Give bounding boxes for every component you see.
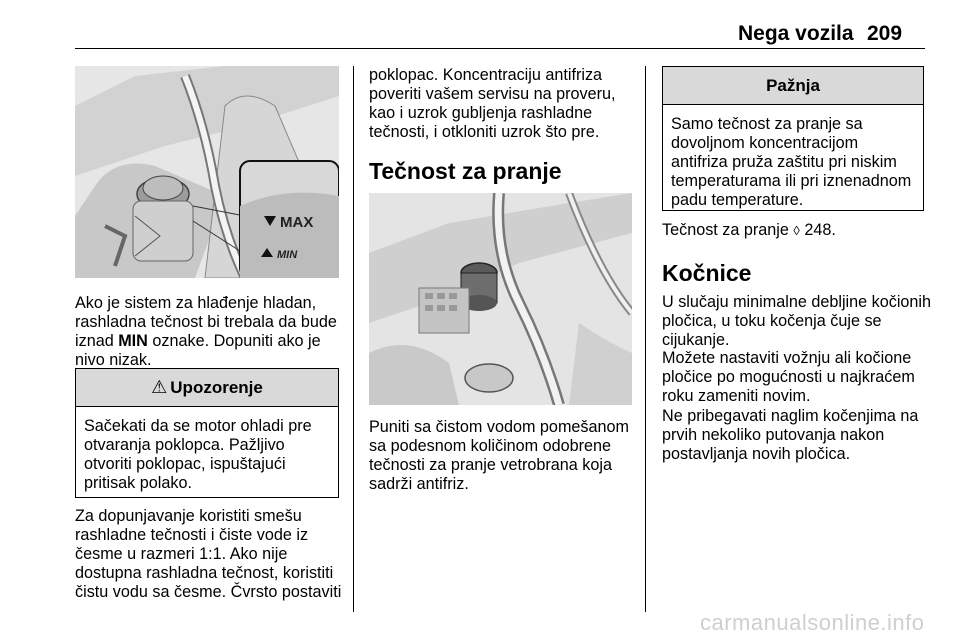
washer-fluid-paragraph: Puniti sa čistom vodom pomešanom sa podesnom količinom odobrene tečnosti za pranje vetrobrana koja sadrži antifriz. — [369, 418, 630, 493]
warning-title: Upozorenje — [170, 377, 263, 397]
washer-fluid-reference: Tečnost za pranje ◊ 248. — [662, 221, 836, 239]
watermark: carmanualsonline.info — [700, 610, 925, 635]
notice-header — [663, 67, 923, 105]
notice-box — [662, 66, 924, 211]
notice-text: Samo tečnost za pranje sa dovoljnom koncentracijom antifriza pruža zaštitu pri niskim temperaturama ili pri iznenadnom padu temperature. — [671, 115, 912, 209]
warning-header — [76, 369, 338, 407]
warning-text: Sačekati da se motor ohladi pre otvaranja poklopca. Pažljivo otvoriti poklopac, ispuštajući pritisak polako. — [84, 417, 312, 492]
min-mark-label: MIN — [277, 249, 298, 261]
notice-title: Pažnja — [766, 75, 820, 95]
coolant-reservoir-illustration — [75, 66, 339, 278]
washer-reservoir-illustration — [369, 193, 632, 405]
brakes-heading: Kočnice — [662, 260, 752, 286]
page-number: 209 — [867, 22, 903, 45]
page-reference-link[interactable]: 248. — [804, 221, 836, 239]
page-reference-arrow-icon: ◊ — [793, 223, 800, 238]
coolant-level-paragraph: Ako je sistem za hlađenje hladan, rashladna tečnost bi trebala da bude iznad MIN oznake. Dopuniti ako je nivo nizak. — [75, 294, 337, 369]
header-rule — [75, 48, 925, 49]
running-header-title: Nega vozila — [738, 22, 854, 45]
washer-fluid-heading: Tečnost za pranje — [369, 158, 562, 184]
column-divider-2 — [645, 66, 646, 612]
warning-box — [75, 368, 339, 498]
max-mark-label: MAX — [280, 214, 314, 231]
brakes-paragraph-2: Možete nastaviti vožnju ali kočione pločice po mogućnosti u najkraćem roku zameniti novim. — [662, 349, 915, 405]
column-divider-1 — [353, 66, 354, 612]
min-mark-reference: MIN — [118, 332, 148, 350]
warning-triangle-icon: ⚠ — [151, 377, 168, 397]
brakes-paragraph-1: U slučaju minimalne debljine kočionih pločica, u toku kočenja čuje se cijukanje. — [662, 293, 932, 349]
coolant-continuation-paragraph: poklopac. Koncentraciju antifriza poveriti vašem servisu na proveru, kao i uzrok gubljenja rashladne tečnosti, i otkloniti uzrok što pre. — [369, 66, 616, 141]
coolant-mix-paragraph: Za dopunjavanje koristiti smešu rashladne tečnosti i čiste vode iz česme u razmeri 1:1. Ako nije dostupna rashladna tečnost, koristiti čistu vodu sa česme. Čvrsto postaviti — [75, 507, 342, 601]
brakes-paragraph-3: Ne pribegavati naglim kočenjima na prvih nekoliko putovanja nakon postavljanja novih pločica. — [662, 407, 919, 463]
